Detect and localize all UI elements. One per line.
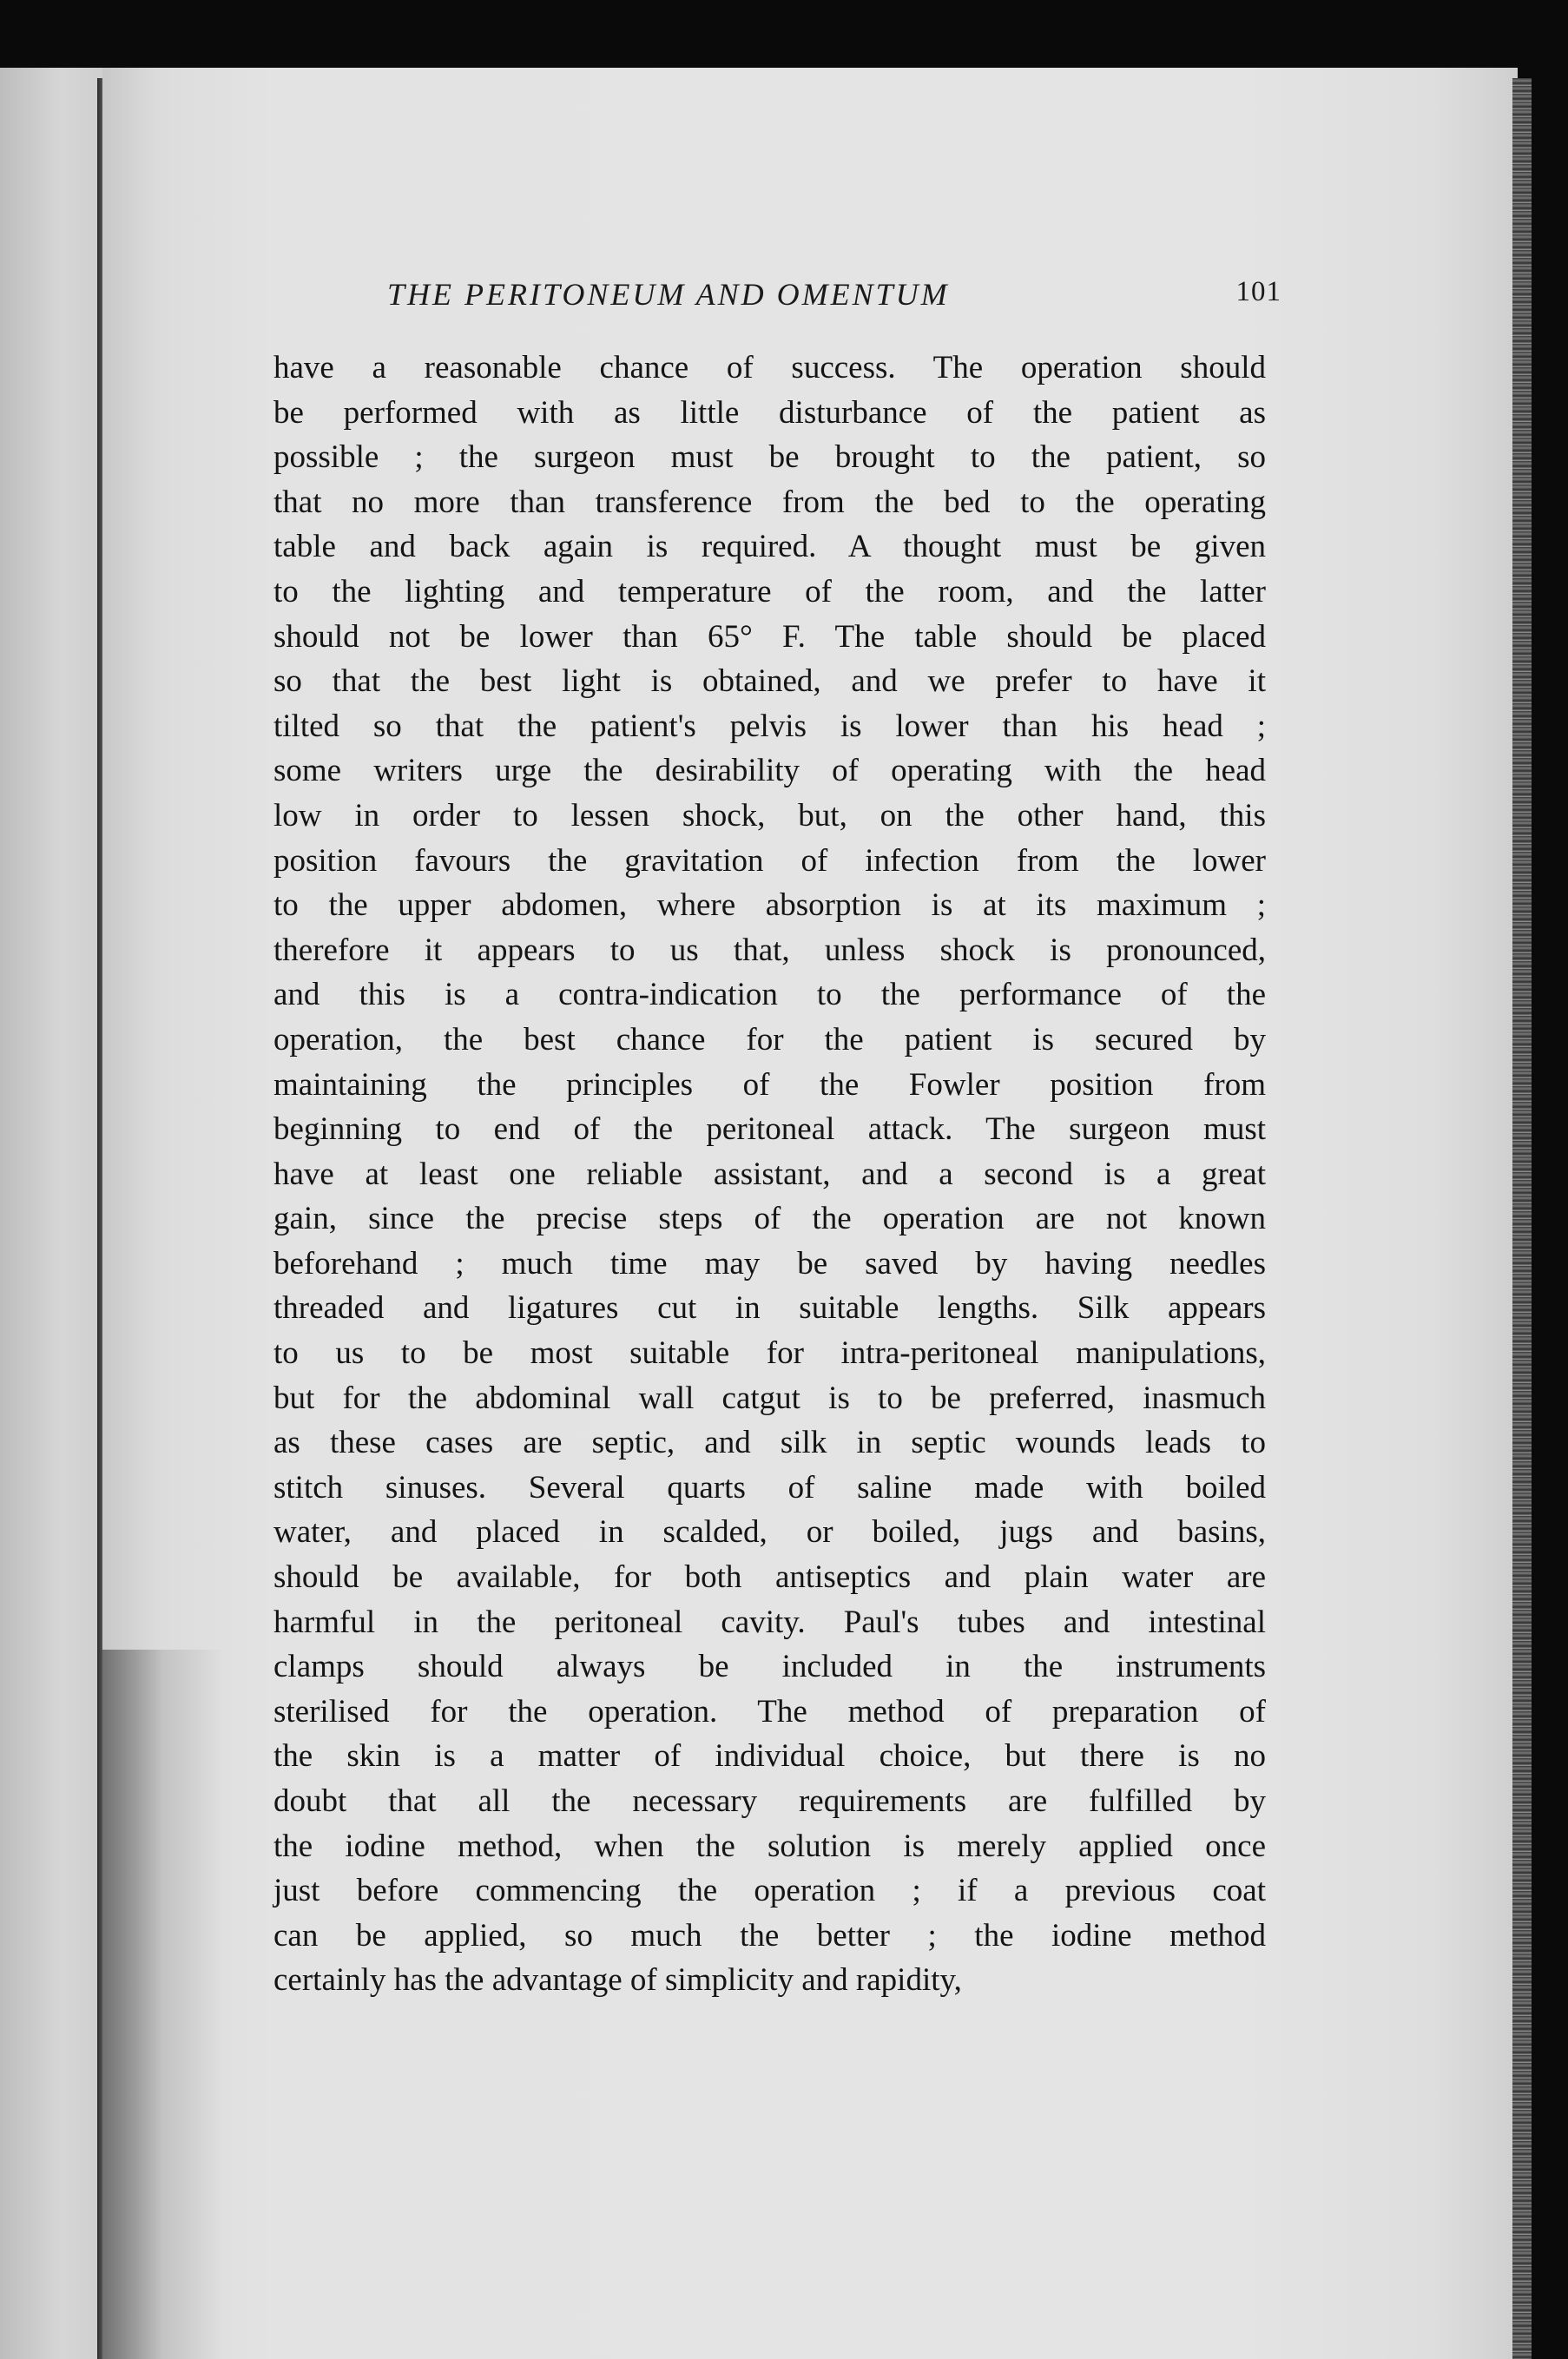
left-page-fragment [0,68,102,2359]
text-line: table and back again is required. A thought must be given [273,529,1266,565]
text-line: beginning to end of the peritoneal attack. The surgeon must [273,1111,1266,1148]
text-line: water, and placed in scalded, or boiled, jugs and basins, [273,1514,1266,1551]
text-line: certainly has the advantage of simplicity and rapidity, [273,1962,962,1999]
text-line: be performed with as little disturbance of the patient as [273,394,1266,431]
text-line: operation, the best chance for the patient is secured by [273,1021,1266,1058]
text-line: sterilised for the operation. The method of preparation of [273,1693,1266,1730]
page-header [387,276,1281,328]
text-line: possible ; the surgeon must be brought to the patient, so [273,439,1266,476]
text-line: gain, since the precise steps of the operation are not known [273,1201,1266,1237]
text-line: have at least one reliable assistant, and a second is a great [273,1156,1266,1192]
text-line: beforehand ; much time may be saved by having needles [273,1245,1266,1282]
text-line: have a reasonable chance of success. The operation should [273,350,1266,385]
text-line: maintaining the principles of the Fowler position from [273,1066,1266,1103]
text-line: the skin is a matter of individual choice, but there is no [273,1738,1266,1775]
text-line: position favours the gravitation of infection from the lower [273,842,1266,879]
text-line: should not be lower than 65° F. The table should be placed [273,618,1266,655]
text-line: threaded and ligatures cut in suitable lengths. Silk appears [273,1290,1266,1327]
running-head: THE PERITONEUM AND OMENTUM [387,277,950,312]
text-line: but for the abdominal wall catgut is to be preferred, inasmuch [273,1380,1266,1416]
text-line: so that the best light is obtained, and we prefer to have it [273,663,1266,700]
text-line: and this is a contra-indication to the performance of the [273,977,1266,1013]
body-text [273,346,1266,2003]
page-number: 101 [1235,276,1281,307]
text-line: stitch sinuses. Several quarts of saline made with boiled [273,1469,1266,1506]
text-line: clamps should always be included in the instruments [273,1649,1266,1685]
text-line: the iodine method, when the solution is merely applied once [273,1828,1266,1864]
text-line: just before commencing the operation ; if a previous coat [273,1873,1266,1909]
text-line: to us to be most suitable for intra-peritoneal manipulations, [273,1335,1266,1372]
page-stack-edge [1512,78,1532,2359]
text-line: that no more than transference from the bed to the operating [273,484,1266,520]
text-line: harmful in the peritoneal cavity. Paul's tubes and intestinal [273,1604,1266,1640]
text-line: as these cases are septic, and silk in septic wounds leads to [273,1425,1266,1461]
text-line: can be applied, so much the better ; the iodine method [273,1917,1266,1954]
text-line: therefore it appears to us that, unless shock is pronounced, [273,932,1266,968]
text-line: low in order to lessen shock, but, on the other hand, this [273,797,1266,834]
text-line: tilted so that the patient's pelvis is lower than his head ; [273,708,1266,744]
gutter-shadow [102,1650,224,2359]
text-line: some writers urge the desirability of operating with the head [273,753,1266,789]
text-line: should be available, for both antiseptics and plain water are [273,1559,1266,1596]
text-line: to the lighting and temperature of the room, and the latter [273,573,1266,610]
text-line: doubt that all the necessary requirements are fulfilled by [273,1783,1266,1819]
text-line: to the upper abdomen, where absorption is at its maximum ; [273,887,1266,924]
